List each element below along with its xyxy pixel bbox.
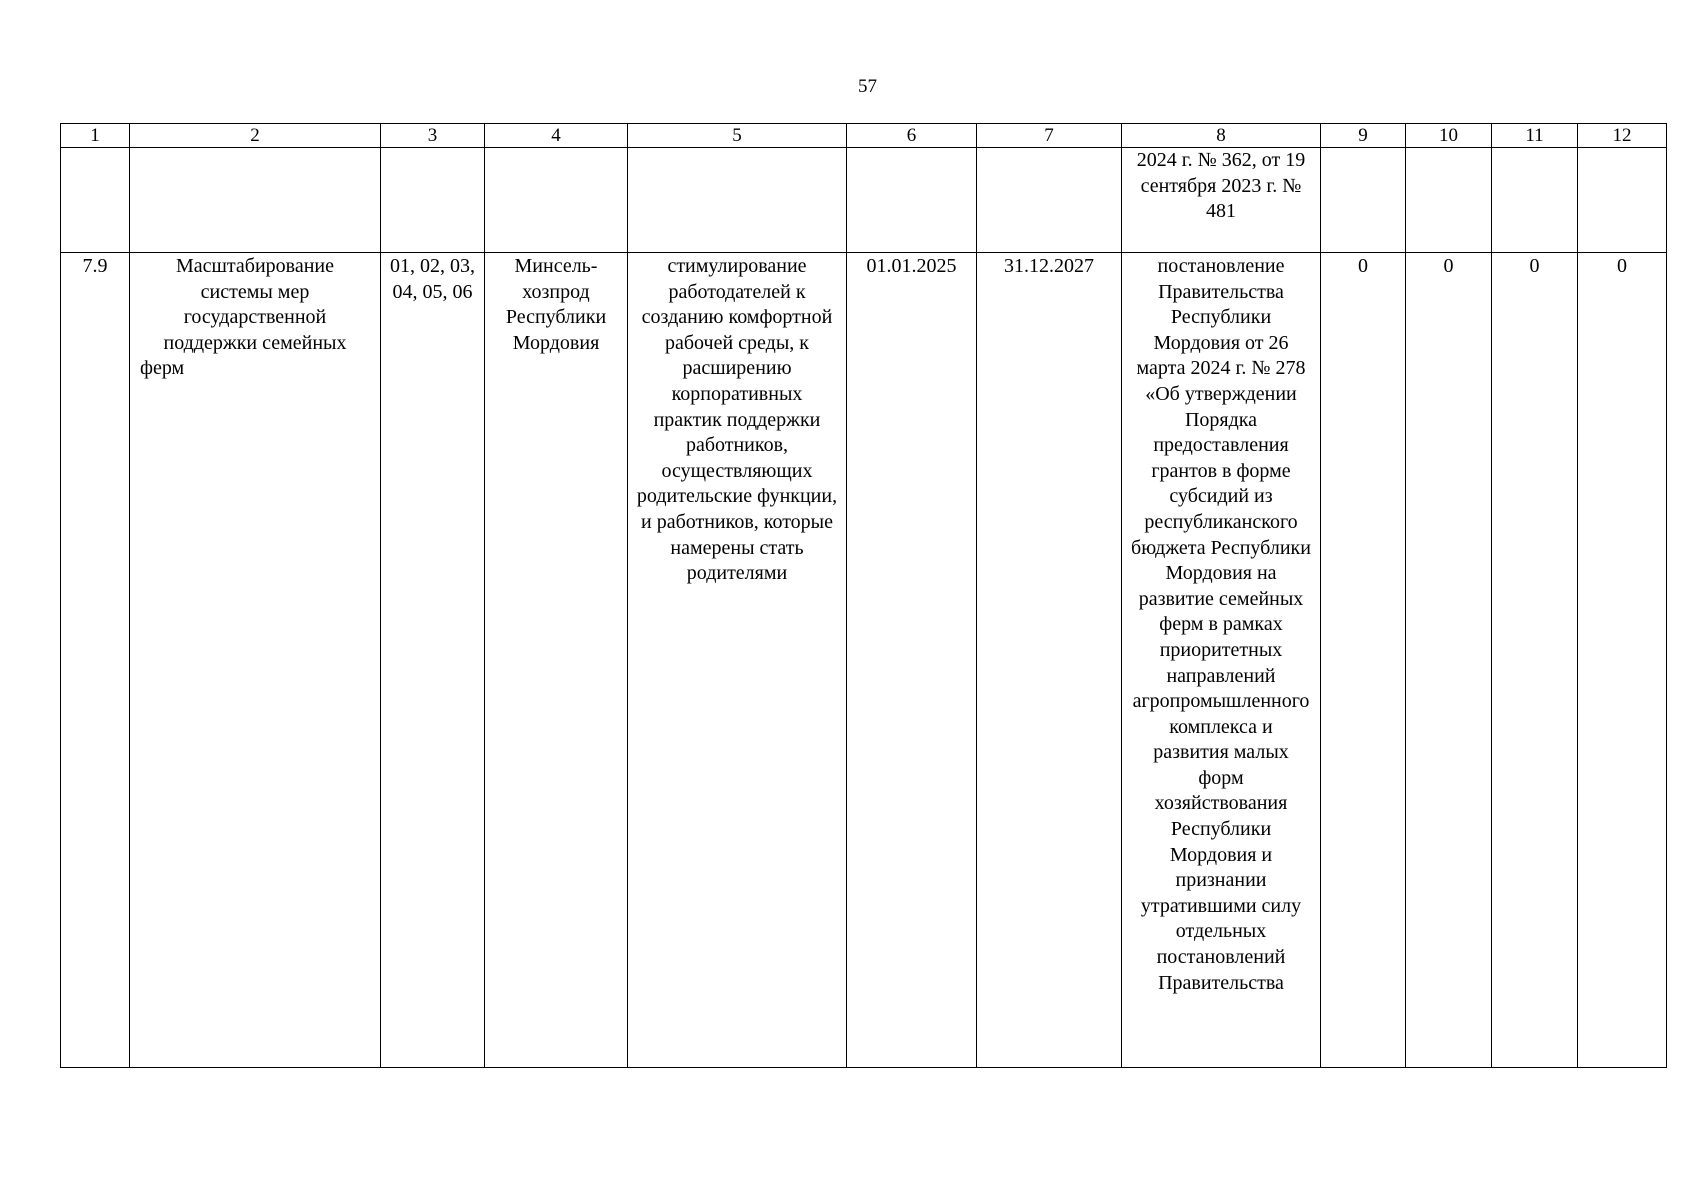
cell-result: стимулирование работодателей к созданию комфортной рабочей среды, к расширению корпоративных практик поддержки работников, осуществляющих родительские функции, и работников, которые намерены стать родителями <box>628 253 847 1068</box>
measures-table <box>60 123 1667 1068</box>
column-header-11: 11 <box>1492 124 1578 148</box>
cell-executor: Минсель-хозпрод Республики Мордовия <box>485 253 628 1068</box>
cell-value-12: 0 <box>1578 253 1667 1068</box>
column-header-4: 4 <box>485 124 628 148</box>
column-header-1: 1 <box>61 124 130 148</box>
cell-codes: 01, 02, 03, 04, 05, 06 <box>381 253 485 1068</box>
cell-number: 7.9 <box>61 253 130 1068</box>
cell-value-10: 0 <box>1406 253 1492 1068</box>
cell-value-9 <box>1321 148 1406 253</box>
column-header-2: 2 <box>130 124 381 148</box>
cell-measure: Масштабирование системы мер государственной поддержки семейных ферм <box>130 253 381 1068</box>
cell-end-date: 31.12.2027 <box>977 253 1122 1068</box>
cell-value-12 <box>1578 148 1667 253</box>
cell-measure <box>130 148 381 253</box>
cell-start-date: 01.01.2025 <box>847 253 977 1068</box>
column-number-row <box>61 124 1667 148</box>
cell-start-date <box>847 148 977 253</box>
cell-codes <box>381 148 485 253</box>
page-number: 57 <box>858 76 877 97</box>
column-header-5: 5 <box>628 124 847 148</box>
cell-value-11 <box>1492 148 1578 253</box>
cell-value-9: 0 <box>1321 253 1406 1068</box>
column-header-3: 3 <box>381 124 485 148</box>
cell-end-date <box>977 148 1122 253</box>
cell-legal-act: 2024 г. № 362, от 19 сентября 2023 г. № 481 <box>1122 148 1321 253</box>
column-header-10: 10 <box>1406 124 1492 148</box>
cell-value-10 <box>1406 148 1492 253</box>
table-row-7-9 <box>61 253 1667 1068</box>
column-header-8: 8 <box>1122 124 1321 148</box>
column-header-6: 6 <box>847 124 977 148</box>
column-header-7: 7 <box>977 124 1122 148</box>
cell-result <box>628 148 847 253</box>
cell-value-11: 0 <box>1492 253 1578 1068</box>
cell-number <box>61 148 130 253</box>
cell-legal-act: постановление Правительства Республики Мордовия от 26 марта 2024 г. № 278 «Об утверждении Порядка предоставления грантов в форме субсидий из республиканского бюджета Республики Мордовия на развитие семейных ферм в рамках приоритетных направлений агропромышленного комплекса и развития малых форм хозяйствования Республики Мордовия и признании утратившими силу отдельных постановлений Правительства <box>1122 253 1321 1068</box>
column-header-9: 9 <box>1321 124 1406 148</box>
column-header-12: 12 <box>1578 124 1667 148</box>
cell-executor <box>485 148 628 253</box>
continuation-row <box>61 148 1667 253</box>
